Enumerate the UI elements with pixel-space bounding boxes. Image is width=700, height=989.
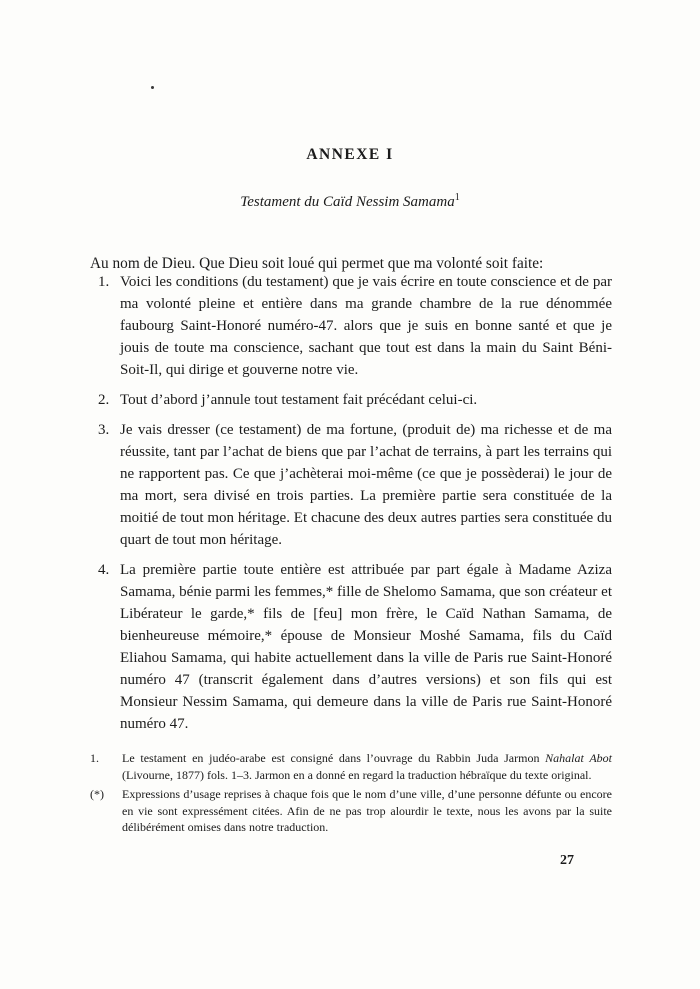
- footnote-text-prefix: Le testament en judéo-arabe est consigné dans l’ouvrage du Rabbin Juda Jarmon: [122, 751, 546, 765]
- footnote-text-prefix: Expressions d’usage reprises à chaque fois que le nom d’une ville, d’une personne défunte ou encore en vie sont expressément citées. Afin de ne pas trop alourdir le texte, nous les avons par la suite délibérément omises dans notre traduction.: [122, 787, 612, 834]
- list-item: [98, 271, 612, 381]
- testament-clauses-list: [98, 271, 612, 743]
- footnote: [90, 786, 612, 836]
- list-item-number: 1.: [98, 274, 110, 290]
- footnote-text: [122, 750, 612, 783]
- intro-paragraph: Au nom de Dieu. Que Dieu soit loué qui permet que ma volonté soit faite:: [90, 255, 544, 273]
- page-number: 27: [560, 853, 574, 868]
- list-item-text: Tout d’abord j’annule tout testament fait précédant celui-ci.: [120, 392, 478, 408]
- document-subtitle: [0, 194, 700, 211]
- footnote-marker: 1.: [90, 751, 99, 765]
- list-item-number: 2.: [98, 392, 110, 408]
- list-item-text: Voici les conditions (du testament) que je vais écrire en toute conscience et de par ma volonté pleine et entière dans ma grande chambre de la rue dénommée faubourg Saint-Honoré numéro-47. alors que je suis en bonne santé et que je jouis de toute ma conscience, sachant que tout est dans la main du Saint Béni-Soit-Il, qui dirige et gouverne notre vie.: [120, 274, 612, 378]
- footnotes-block: [90, 750, 612, 839]
- footnote-text-italic: Nahalat Abot: [545, 751, 612, 765]
- list-item-text: La première partie toute entière est attribuée par part égale à Madame Aziza Samama, bénie parmi les femmes,* fille de Shelomo Samama, que son créateur et Libérateur le garde,* fils de [feu] mon frère, le Caïd Nathan Samama, de bienheureuse mémoire,* épouse de Monsieur Moshé Samama, fils du Caïd Eliahou Samama, qui habite actuellement dans la ville de Paris rue Saint-Honoré numéro 47 (transcrit également dans d’autres versions) et son fils qui est Monsieur Nessim Samama, qui demeure dans la ville de Paris rue Saint-Honoré numéro 47.: [120, 562, 612, 732]
- list-item: [98, 559, 612, 735]
- footnote-text-suffix: (Livourne, 1877) fols. 1–3. Jarmon en a donné en regard la traduction hébraïque du texte original.: [122, 767, 592, 782]
- scan-artifact-dot: [151, 86, 154, 89]
- subtitle-footnote-ref: 1: [454, 192, 460, 203]
- footnote-marker: (*): [90, 787, 104, 801]
- list-item: [98, 419, 612, 551]
- list-item-number: 3.: [98, 422, 110, 438]
- footnote-text: [122, 786, 612, 836]
- page-title: ANNEXE I: [306, 146, 394, 163]
- list-item-text: Je vais dresser (ce testament) de ma fortune, (produit de) ma richesse et de ma réussite, tant par l’achat de biens que par l’achat de terrains, à part les terrains qui ne rapportent pas. Ce que j’achèterai moi-même (ce que je possèderai) le jour de ma mort, sera divisé en trois parties. La première partie sera constituée de la moitié de tout mon héritage. Et chacune des deux autres parties sera constituée du quart de tout mon héritage.: [120, 422, 612, 548]
- list-item: [98, 389, 612, 411]
- document-subtitle-text: Testament du Caïd Nessim Samama: [240, 194, 455, 210]
- list-item-number: 4.: [98, 562, 110, 578]
- footnote: [90, 750, 612, 783]
